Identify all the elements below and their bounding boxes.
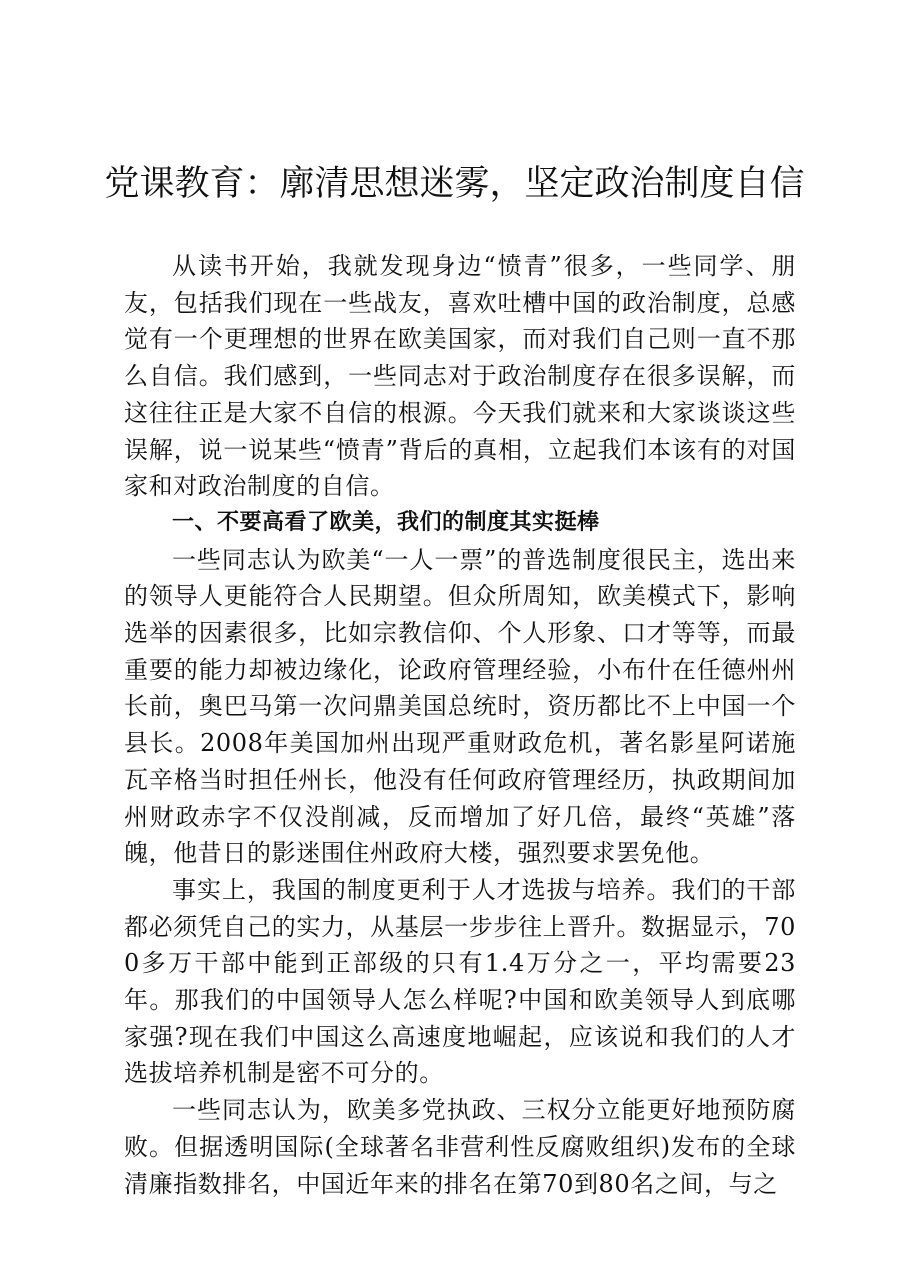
paragraph-election-system: 一些同志认为欧美“一人一票”的普选制度很民主，选出来的领导人更能符合人民期望。但众所周知，欧美模式下，影响选举的因素很多，比如宗教信仰、个人形象、口才等等，而最重要的能力却被边缘化，论政府管理经验，小布什在任德州州长前，奥巴马第一次问鼎美国总统时，资历都比不上中国一个县长。2008年美国加州出现严重财政危机，著名影星阿诺施瓦辛格当时担任州长，他没有任何政府管理经历，执政期间加州财政赤字不仅没削减，反而增加了好几倍，最终“英雄”落魄，他昔日的影迷围住州政府大楼，强烈要求罢免他。 — [124, 545, 796, 868]
paragraph-talent-selection: 事实上，我国的制度更利于人才选拔与培养。我们的干部都必须凭自己的实力，从基层一步步往上晋升。数据显示，700多万干部中能到正部级的只有1.4万分之一，平均需要23年。那我们的中国领导人怎么样呢?中国和欧美领导人到底哪家强?现在我们中国这么高速度地崛起，应该说和我们的人才选拔培养机制是密不可分的。 — [124, 875, 796, 1088]
paragraph-anti-corruption: 一些同志认为，欧美多党执政、三权分立能更好地预防腐败。但据透明国际(全球著名非营利性反腐败组织)发布的全球清廉指数排名，中国近年来的排名在第70到80名之间，与之 — [124, 1096, 796, 1198]
document-title: 党课教育：廓清思想迷雾，坚定政治制度自信 — [104, 164, 805, 204]
paragraph-intro: 从读书开始，我就发现身边“愤青”很多，一些同学、朋友，包括我们现在一些战友，喜欢吐槽中国的政治制度，总感觉有一个更理想的世界在欧美国家，而对我们自己则一直不那么自信。我们感到，一些同志对于政治制度存在很多误解，而这往往正是大家不自信的根源。今天我们就来和大家谈谈这些误解，说一说某些“愤青”背后的真相，立起我们本该有的对国家和对政治制度的自信。 — [124, 252, 796, 501]
section-heading-1: 一、不要高看了欧美，我们的制度其实挺棒 — [172, 509, 600, 535]
document-body — [124, 248, 796, 1202]
